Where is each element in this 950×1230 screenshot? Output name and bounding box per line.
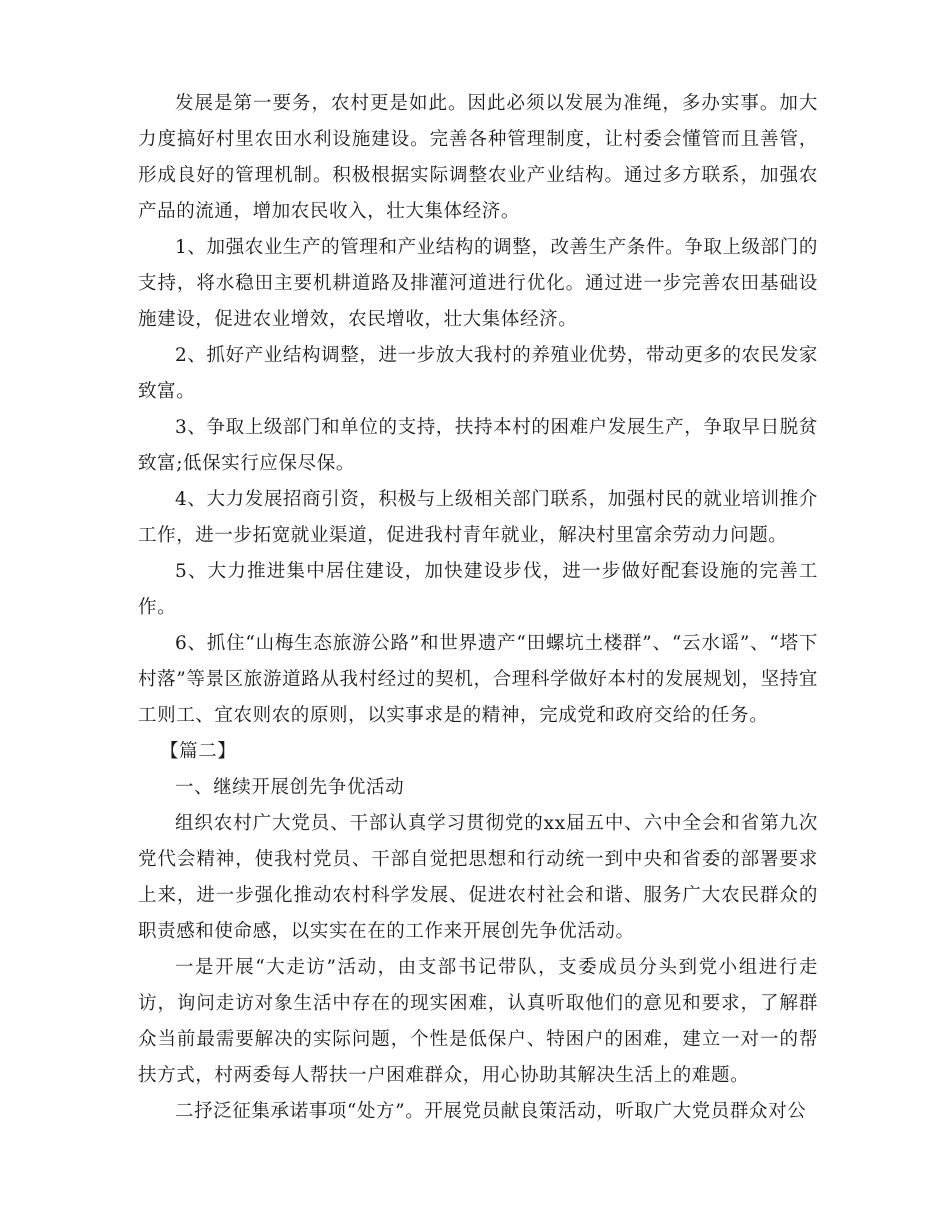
subheading-one: 一、继续开展创先争优活动: [175, 777, 405, 798]
paragraph-item-4: 4、大力发展招商引资，积极与上级相关部门联系，加强村民的就业培训推介工作，进一步拓宽就业渠道，促进我村青年就业，解决村里富余劳动力问题。: [138, 489, 818, 546]
paragraph-organize: 组织农村广大党员、干部认真学习贯彻党的xx届五中、六中全会和省第九次党代会精神，使我村党员、干部自觉把思想和行动统一到中央和省委的部署要求上来，进一步强化推动农村科学发展、促进农村社会和谐、服务广大农民群众的职责感和使命感，以实实在在的工作来开展创先争优活动。: [138, 813, 818, 942]
paragraph-visit: 一是开展“大走访”活动，由支部书记带队，支委成员分头到党小组进行走访，询问走访对象生活中存在的现实困难，认真听取他们的意见和要求，了解群众当前最需要解决的实际问题，个性是低保户、特困户的困难，建立一对一的帮扶方式，村两委每人帮扶一户困难群众，用心协助其解决生活上的难题。: [138, 957, 818, 1086]
document-body: [138, 86, 818, 1130]
paragraph-item-6: 6、抓住“山梅生态旅游公路”和世界遗产“田螺坑土楼群”、“云水谣”、“塔下村落”等景区旅游道路从我村经过的契机，合理科学做好本村的发展规划，坚持宜工则工、宜农则农的原则，以实事求是的精神，完成党和政府交给的任务。: [138, 633, 818, 726]
paragraph-collect: 二抒泛征集承诺事项“处方”。开展党员献良策活动，听取广大党员群众对公: [175, 1101, 807, 1122]
paragraph-item-2: 2、抓好产业结构调整，进一步放大我村的养殖业优势，带动更多的农民发家致富。: [138, 345, 818, 402]
paragraph-intro: 发展是第一要务，农村更是如此。因此必须以发展为准绳，多办实事。加大力度搞好村里农田水利设施建设。完善各种管理制度，让村委会懂管而且善管，形成良好的管理机制。积极根据实际调整农业产业结构。通过多方联系，加强农产品的流通，增加农民收入，壮大集体经济。: [138, 93, 818, 222]
paragraph-item-3: 3、争取上级部门和单位的支持，扶持本村的困难户发展生产，争取早日脱贫致富;低保实行应保尽保。: [138, 417, 818, 474]
paragraph-item-1: 1、加强农业生产的管理和产业结构的调整，改善生产条件。争取上级部门的支持，将水稳田主要机耕道路及排灌河道进行优化。通过进一步完善农田基础设施建设，促进农业增效，农民增收，壮大集体经济。: [138, 237, 818, 330]
paragraph-item-5: 5、大力推进集中居住建设，加快建设步伐，进一步做好配套设施的完善工作。: [138, 561, 818, 618]
section-heading-part-two: 【篇二】: [160, 741, 237, 762]
